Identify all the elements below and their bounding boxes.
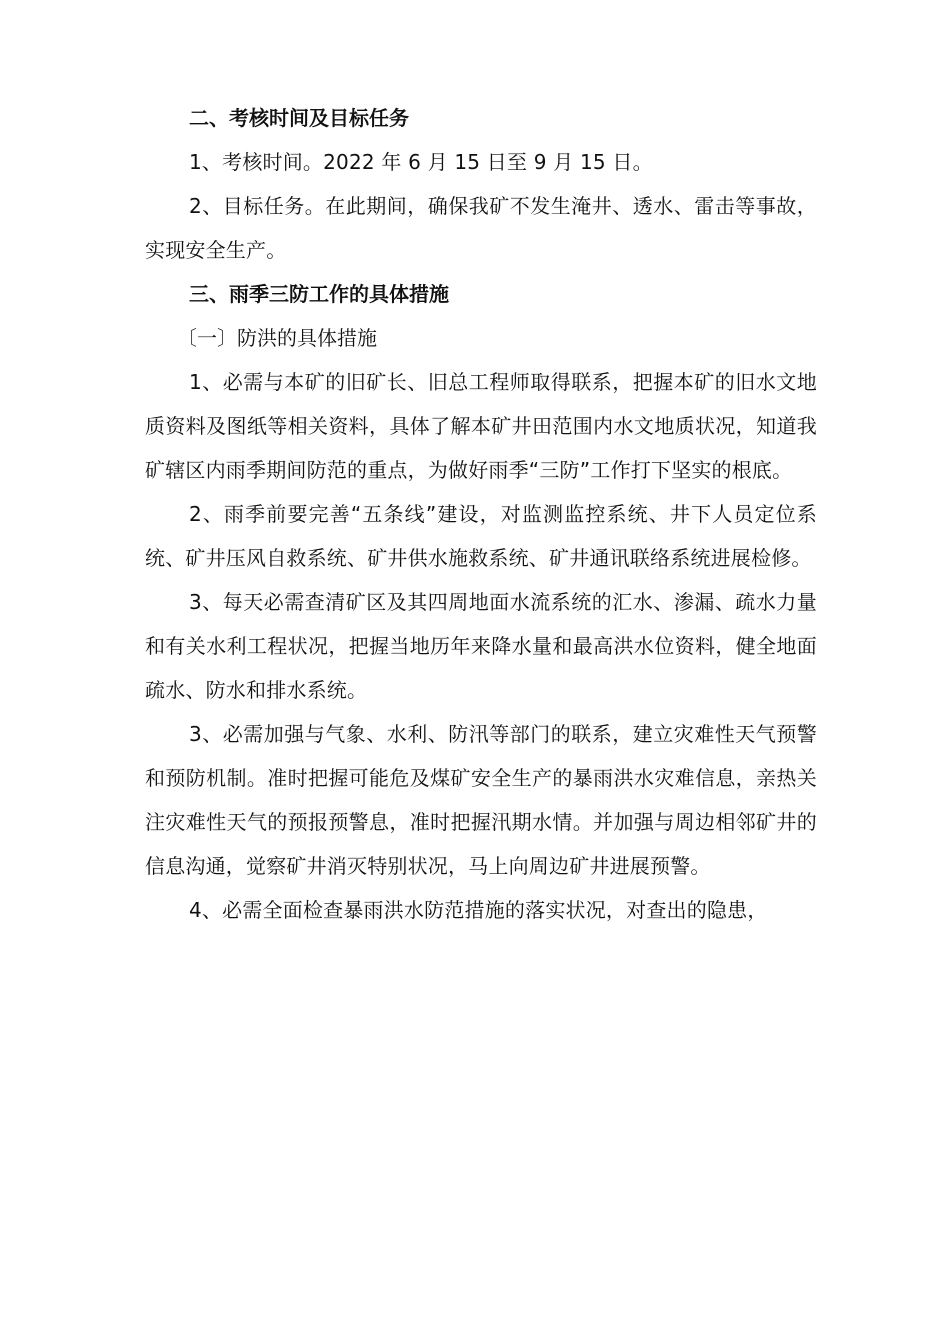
measure-item-1: 1、必需与本矿的旧矿长、旧总工程师取得联系，把握本矿的旧水文地质资料及图纸等相关资料，具体了解本矿井田范围内水文地质状况，知道我矿辖区内雨季期间防范的重点，为做好雨季“三防”工作打下坚实的根底。 xyxy=(145,370,817,482)
measure-item-3a: 3、每天必需查清矿区及其四周地面水流系统的汇水、渗漏、疏水力量和有关水利工程状况，把握当地历年来降水量和最高洪水位资料，健全地面疏水、防水和排水系统。 xyxy=(145,590,817,702)
measure-item-4: 4、必需全面检查暴雨洪水防范措施的落实状况，对查出的隐患， xyxy=(189,898,768,922)
measure-item-2: 2、雨季前要完善“五条线”建设，对监测监控系统、井下人员定位系统、矿井压风自救系统、矿井供水施救系统、矿井通讯联络系统进展检修。 xyxy=(145,502,817,570)
document-page xyxy=(145,96,817,932)
section-3-heading: 三、雨季三防工作的具体措施 xyxy=(189,282,449,306)
assessment-time-paragraph: 1、考核时间。2022 年 6 月 15 日至 9 月 15 日。 xyxy=(189,150,653,174)
subsection-1-heading: 〔一〕防洪的具体措施 xyxy=(177,326,377,350)
target-task-paragraph: 2、目标任务。在此期间，确保我矿不发生淹井、透水、雷击等事故，实现安全生产。 xyxy=(145,194,817,262)
measure-item-3b: 3、必需加强与气象、水利、防汛等部门的联系，建立灾难性天气预警和预防机制。准时把握可能危及煤矿安全生产的暴雨洪水灾难信息，亲热关注灾难性天气的预报预警息，准时把握汛期水情。并加强与周边相邻矿井的信息沟通，觉察矿井消灭特别状况，马上向周边矿井进展预警。 xyxy=(145,722,817,878)
section-2-heading: 二、考核时间及目标任务 xyxy=(189,106,409,130)
